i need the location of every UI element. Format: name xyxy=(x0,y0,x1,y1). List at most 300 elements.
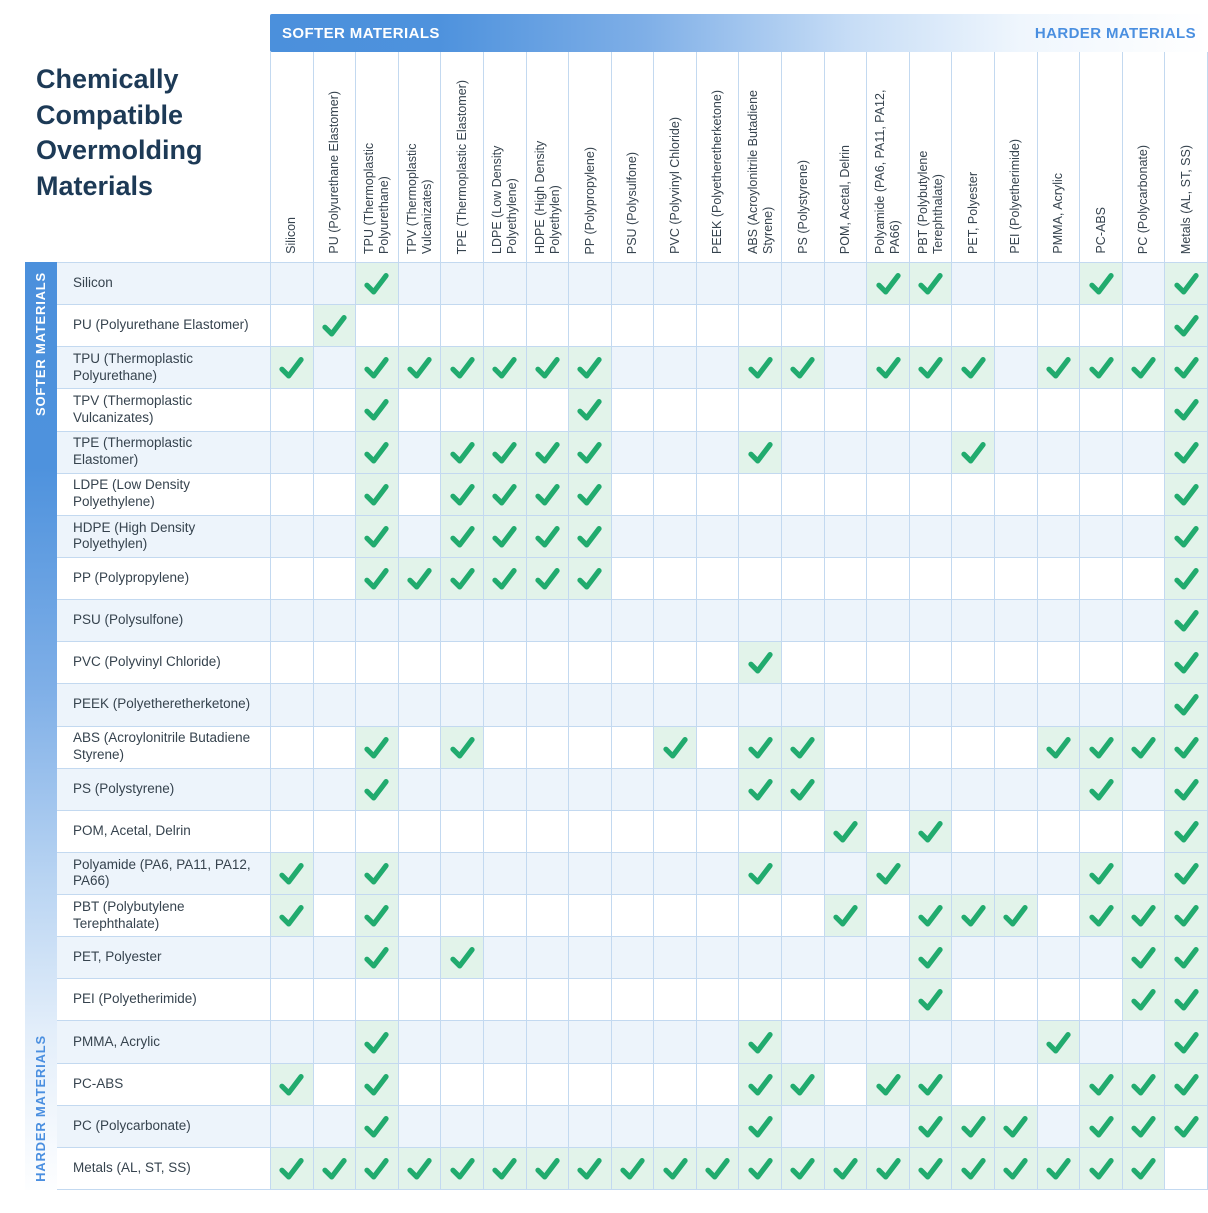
matrix-cell-checked xyxy=(527,432,570,474)
matrix-cell xyxy=(484,600,527,642)
matrix-cell xyxy=(995,474,1038,516)
matrix-cell-checked xyxy=(484,1148,527,1190)
matrix-cell-checked xyxy=(1165,895,1208,937)
column-header-label: PEI (Polyetherimide) xyxy=(1008,139,1023,254)
matrix-cell xyxy=(697,853,740,895)
matrix-cell-checked xyxy=(441,516,484,558)
column-header-label: PC (Polycarbonate) xyxy=(1136,144,1151,254)
matrix-cell xyxy=(271,642,314,684)
check-icon xyxy=(1173,734,1200,761)
matrix-cell xyxy=(1038,389,1081,431)
column-header xyxy=(441,52,484,262)
column-header-label: PU (Polyurethane Elastomer) xyxy=(327,91,341,254)
check-icon xyxy=(747,734,774,761)
matrix-cell xyxy=(782,1021,825,1063)
check-icon xyxy=(449,944,476,971)
matrix-cell xyxy=(697,305,740,347)
matrix-cell xyxy=(527,937,570,979)
matrix-cell-checked xyxy=(399,1148,442,1190)
matrix-cell xyxy=(1038,979,1081,1021)
matrix-cell xyxy=(399,432,442,474)
matrix-cell xyxy=(399,1064,442,1106)
matrix-cell xyxy=(825,727,868,769)
matrix-cell xyxy=(825,1064,868,1106)
matrix-cell-checked xyxy=(1165,684,1208,726)
check-icon xyxy=(491,523,518,550)
check-icon xyxy=(960,439,987,466)
matrix-cell xyxy=(825,937,868,979)
matrix-cell xyxy=(995,432,1038,474)
matrix-cell xyxy=(314,979,357,1021)
check-icon xyxy=(875,1155,902,1182)
matrix-cell xyxy=(782,474,825,516)
matrix-cell xyxy=(995,853,1038,895)
matrix-cell-checked xyxy=(910,895,953,937)
check-icon xyxy=(917,1155,944,1182)
matrix-cell-checked xyxy=(910,347,953,389)
check-icon xyxy=(363,354,390,381)
matrix-cell-checked xyxy=(356,853,399,895)
column-header xyxy=(612,52,655,262)
matrix-cell xyxy=(569,1064,612,1106)
check-icon xyxy=(1173,860,1200,887)
column-header xyxy=(356,52,399,262)
matrix-cell xyxy=(952,516,995,558)
column-header xyxy=(910,52,953,262)
row-label: TPV (Thermoplastic Vulcanizates) xyxy=(57,389,270,431)
check-icon xyxy=(1173,270,1200,297)
matrix-cell xyxy=(1080,937,1123,979)
matrix-cell xyxy=(1038,1106,1081,1148)
matrix-cell xyxy=(1038,853,1081,895)
matrix-cell-checked xyxy=(867,853,910,895)
matrix-cell xyxy=(697,1021,740,1063)
check-icon xyxy=(363,1071,390,1098)
matrix-cell-checked xyxy=(1165,727,1208,769)
matrix-cell xyxy=(612,727,655,769)
check-icon xyxy=(1088,902,1115,929)
row-label: PC-ABS xyxy=(57,1064,270,1106)
matrix-cell xyxy=(1080,684,1123,726)
matrix-cell xyxy=(867,727,910,769)
check-icon xyxy=(1088,860,1115,887)
matrix-cell xyxy=(1080,979,1123,1021)
check-icon xyxy=(363,1029,390,1056)
column-header xyxy=(484,52,527,262)
matrix-cell xyxy=(697,895,740,937)
matrix-cell-checked xyxy=(1038,1021,1081,1063)
matrix-cell xyxy=(441,600,484,642)
matrix-cell xyxy=(697,937,740,979)
check-icon xyxy=(747,1029,774,1056)
matrix-cell xyxy=(952,853,995,895)
matrix-cell-checked xyxy=(1165,769,1208,811)
matrix-cell xyxy=(441,389,484,431)
matrix-cell xyxy=(612,1064,655,1106)
matrix-cell xyxy=(314,1021,357,1063)
matrix-cell xyxy=(612,558,655,600)
matrix-cell xyxy=(739,895,782,937)
matrix-cell xyxy=(697,684,740,726)
matrix-cell-checked xyxy=(527,1148,570,1190)
matrix-cell xyxy=(739,979,782,1021)
matrix-cell xyxy=(441,642,484,684)
row-label: TPU (Thermoplastic Polyurethane) xyxy=(57,347,270,389)
matrix-cell xyxy=(399,853,442,895)
matrix-cell xyxy=(399,727,442,769)
matrix-cell-checked xyxy=(1038,1148,1081,1190)
matrix-cell xyxy=(271,389,314,431)
matrix-cell xyxy=(484,811,527,853)
check-icon xyxy=(1130,902,1157,929)
matrix-cell-checked xyxy=(1080,1148,1123,1190)
matrix-cell xyxy=(484,1106,527,1148)
matrix-cell-checked xyxy=(1123,1106,1166,1148)
matrix-cell xyxy=(314,895,357,937)
matrix-cell xyxy=(697,389,740,431)
check-icon xyxy=(534,523,561,550)
matrix-cell xyxy=(356,979,399,1021)
column-header-label: HDPE (High Density Polyethylen) xyxy=(532,140,562,254)
check-icon xyxy=(1173,481,1200,508)
matrix-cell xyxy=(654,432,697,474)
matrix-cell-checked xyxy=(995,1106,1038,1148)
matrix-cell xyxy=(952,263,995,305)
column-header xyxy=(1123,52,1166,262)
check-icon xyxy=(704,1155,731,1182)
matrix-cell xyxy=(910,516,953,558)
check-icon xyxy=(1130,1113,1157,1140)
check-icon xyxy=(406,354,433,381)
matrix-cell xyxy=(867,516,910,558)
matrix-cell xyxy=(952,305,995,347)
matrix-cell xyxy=(271,600,314,642)
check-icon xyxy=(1045,354,1072,381)
matrix-cell-checked xyxy=(952,1148,995,1190)
matrix-cell xyxy=(995,811,1038,853)
check-icon xyxy=(1002,1155,1029,1182)
matrix-cell xyxy=(739,263,782,305)
matrix-cell xyxy=(1038,474,1081,516)
check-icon xyxy=(278,354,305,381)
row-label: PEEK (Polyetheretherketone) xyxy=(57,684,270,726)
matrix-cell-checked xyxy=(1038,347,1081,389)
matrix-cell xyxy=(1080,811,1123,853)
check-icon xyxy=(662,734,689,761)
matrix-cell xyxy=(569,895,612,937)
row-label: PMMA, Acrylic xyxy=(57,1021,270,1063)
matrix-cell-checked xyxy=(1123,347,1166,389)
matrix-cell xyxy=(1080,389,1123,431)
matrix-cell xyxy=(995,769,1038,811)
matrix-cell-checked xyxy=(1080,1064,1123,1106)
matrix-cell-checked xyxy=(867,1148,910,1190)
matrix-cell-checked xyxy=(739,642,782,684)
matrix-cell xyxy=(399,895,442,937)
column-header-label: PSU (Polysulfone) xyxy=(625,151,640,254)
matrix-cell xyxy=(910,389,953,431)
matrix-cell xyxy=(527,1106,570,1148)
check-icon xyxy=(321,312,348,339)
column-header xyxy=(952,52,995,262)
check-icon xyxy=(491,354,518,381)
matrix-cell xyxy=(697,642,740,684)
matrix-cell xyxy=(697,263,740,305)
matrix-cell xyxy=(484,979,527,1021)
top-gradient-bar xyxy=(270,14,1208,52)
matrix-cell xyxy=(654,389,697,431)
matrix-cell xyxy=(995,558,1038,600)
matrix-cell xyxy=(1038,642,1081,684)
left-gradient-bar xyxy=(25,262,57,1190)
matrix-cell xyxy=(825,558,868,600)
check-icon xyxy=(1173,1071,1200,1098)
matrix-cell xyxy=(867,600,910,642)
matrix-cell-checked xyxy=(1123,1064,1166,1106)
check-icon xyxy=(619,1155,646,1182)
matrix-cell xyxy=(867,895,910,937)
check-icon xyxy=(747,354,774,381)
matrix-cell xyxy=(527,1021,570,1063)
matrix-cell xyxy=(697,600,740,642)
matrix-cell-checked xyxy=(1165,979,1208,1021)
matrix-cell xyxy=(441,895,484,937)
row-label: ABS (Acroylonitrile Butadiene Styrene) xyxy=(57,727,270,769)
matrix-cell-checked xyxy=(867,1064,910,1106)
matrix-cell xyxy=(825,1021,868,1063)
column-header-label: POM, Acetal, Delrin xyxy=(838,144,853,254)
matrix-cell-checked xyxy=(356,432,399,474)
column-headers xyxy=(270,52,1208,262)
matrix-cell xyxy=(314,642,357,684)
column-header-label: TPV (Thermoplastic Vulcanizates) xyxy=(404,143,434,254)
matrix-cell xyxy=(1038,432,1081,474)
matrix-cell xyxy=(910,305,953,347)
matrix-cell xyxy=(825,432,868,474)
check-icon xyxy=(789,1071,816,1098)
check-icon xyxy=(747,439,774,466)
check-icon xyxy=(321,1155,348,1182)
matrix-cell-checked xyxy=(356,1021,399,1063)
check-icon xyxy=(363,565,390,592)
matrix-cell-checked xyxy=(1038,727,1081,769)
check-icon xyxy=(491,439,518,466)
column-header-label: PVC (Polyvinyl Chloride) xyxy=(667,117,682,254)
matrix-cell xyxy=(1080,1021,1123,1063)
matrix-cell-checked xyxy=(569,432,612,474)
column-header xyxy=(271,52,314,262)
check-icon xyxy=(1088,734,1115,761)
check-icon xyxy=(1173,312,1200,339)
matrix-cell-checked xyxy=(356,558,399,600)
matrix-cell-checked xyxy=(825,811,868,853)
column-header-label: Silicon xyxy=(284,217,299,254)
matrix-cell xyxy=(867,642,910,684)
matrix-cell xyxy=(782,432,825,474)
check-icon xyxy=(1173,565,1200,592)
check-icon xyxy=(917,944,944,971)
matrix-cell xyxy=(399,600,442,642)
matrix-cell xyxy=(441,263,484,305)
row-label: HDPE (High Density Polyethylen) xyxy=(57,516,270,558)
matrix-cell-checked xyxy=(739,1064,782,1106)
matrix-cell xyxy=(782,895,825,937)
check-icon xyxy=(278,1155,305,1182)
row-label: TPE (Thermoplastic Elastomer) xyxy=(57,432,270,474)
check-icon xyxy=(747,1071,774,1098)
matrix-cell xyxy=(569,684,612,726)
row-label: PVC (Polyvinyl Chloride) xyxy=(57,642,270,684)
matrix-cell-checked xyxy=(739,347,782,389)
matrix-cell-checked xyxy=(1080,853,1123,895)
matrix-cell xyxy=(910,432,953,474)
matrix-cell xyxy=(399,1021,442,1063)
matrix-cell xyxy=(527,811,570,853)
matrix-cell xyxy=(782,558,825,600)
check-icon xyxy=(1045,1155,1072,1182)
matrix-cell-checked xyxy=(569,474,612,516)
matrix-cell xyxy=(1038,516,1081,558)
matrix-cell-checked xyxy=(1165,305,1208,347)
matrix-cell-checked xyxy=(1080,727,1123,769)
matrix-cell xyxy=(399,1106,442,1148)
matrix-cell xyxy=(910,684,953,726)
matrix-cell xyxy=(356,684,399,726)
matrix-cell xyxy=(995,263,1038,305)
matrix-cell xyxy=(952,558,995,600)
matrix-cell-checked xyxy=(1123,937,1166,979)
matrix-cell xyxy=(739,389,782,431)
matrix-cell-checked xyxy=(782,1148,825,1190)
matrix-cell xyxy=(654,558,697,600)
row-label: PET, Polyester xyxy=(57,937,270,979)
matrix-cell xyxy=(399,516,442,558)
check-icon xyxy=(363,860,390,887)
matrix-cell xyxy=(654,305,697,347)
matrix-cell xyxy=(441,979,484,1021)
matrix-cell xyxy=(1080,516,1123,558)
matrix-cell xyxy=(569,769,612,811)
matrix-cell-checked xyxy=(1165,347,1208,389)
check-icon xyxy=(960,354,987,381)
column-header-label: PC-ABS xyxy=(1093,207,1108,254)
matrix-cell xyxy=(782,684,825,726)
matrix-cell-checked xyxy=(1165,1021,1208,1063)
matrix-cell xyxy=(952,684,995,726)
matrix-cell-checked xyxy=(484,432,527,474)
matrix-cell xyxy=(1080,642,1123,684)
matrix-cell xyxy=(1038,769,1081,811)
matrix-grid xyxy=(270,262,1208,1190)
row-label: PU (Polyurethane Elastomer) xyxy=(57,305,270,347)
check-icon xyxy=(1045,1029,1072,1056)
matrix-cell-checked xyxy=(356,727,399,769)
check-icon xyxy=(576,439,603,466)
matrix-cell xyxy=(1038,600,1081,642)
check-icon xyxy=(449,1155,476,1182)
matrix-cell xyxy=(569,600,612,642)
matrix-cell xyxy=(314,853,357,895)
matrix-cell xyxy=(569,979,612,1021)
check-icon xyxy=(662,1155,689,1182)
matrix-cell xyxy=(654,642,697,684)
matrix-cell xyxy=(612,811,655,853)
matrix-cell xyxy=(356,305,399,347)
matrix-cell xyxy=(527,1064,570,1106)
matrix-cell xyxy=(739,937,782,979)
check-icon xyxy=(1002,902,1029,929)
matrix-cell xyxy=(399,684,442,726)
column-header xyxy=(825,52,868,262)
check-icon xyxy=(917,902,944,929)
matrix-cell-checked xyxy=(271,1148,314,1190)
check-icon xyxy=(363,734,390,761)
matrix-cell xyxy=(952,811,995,853)
matrix-cell xyxy=(612,1021,655,1063)
matrix-cell xyxy=(995,642,1038,684)
matrix-cell xyxy=(527,642,570,684)
matrix-cell xyxy=(782,853,825,895)
matrix-cell xyxy=(910,474,953,516)
matrix-cell xyxy=(612,895,655,937)
matrix-cell xyxy=(995,305,1038,347)
matrix-cell xyxy=(867,1021,910,1063)
matrix-cell xyxy=(739,600,782,642)
harder-materials-top-label: HARDER MATERIALS xyxy=(1034,24,1196,42)
matrix-cell-checked xyxy=(654,1148,697,1190)
check-icon xyxy=(278,860,305,887)
matrix-cell xyxy=(1123,853,1166,895)
check-icon xyxy=(747,1113,774,1140)
matrix-cell xyxy=(484,895,527,937)
matrix-cell xyxy=(527,684,570,726)
matrix-cell-checked xyxy=(399,558,442,600)
row-label: PSU (Polysulfone) xyxy=(57,600,270,642)
matrix-cell xyxy=(399,811,442,853)
matrix-cell xyxy=(995,516,1038,558)
check-icon xyxy=(278,1071,305,1098)
matrix-cell xyxy=(356,811,399,853)
check-icon xyxy=(747,649,774,676)
matrix-cell xyxy=(612,937,655,979)
matrix-cell xyxy=(952,1064,995,1106)
matrix-cell-checked xyxy=(654,727,697,769)
matrix-cell xyxy=(654,895,697,937)
check-icon xyxy=(278,902,305,929)
matrix-cell xyxy=(1080,474,1123,516)
matrix-cell xyxy=(654,853,697,895)
matrix-cell-checked xyxy=(782,769,825,811)
check-icon xyxy=(576,354,603,381)
row-label: PEI (Polyetherimide) xyxy=(57,979,270,1021)
matrix-cell xyxy=(314,389,357,431)
matrix-cell-checked xyxy=(356,347,399,389)
check-icon xyxy=(1173,439,1200,466)
check-icon xyxy=(534,439,561,466)
matrix-cell xyxy=(441,853,484,895)
matrix-cell xyxy=(995,684,1038,726)
check-icon xyxy=(534,1155,561,1182)
check-icon xyxy=(1002,1113,1029,1140)
check-icon xyxy=(449,734,476,761)
matrix-cell xyxy=(527,727,570,769)
matrix-cell xyxy=(825,769,868,811)
matrix-cell xyxy=(271,516,314,558)
matrix-cell-checked xyxy=(314,1148,357,1190)
matrix-cell-checked xyxy=(739,1021,782,1063)
matrix-cell-checked xyxy=(910,1064,953,1106)
matrix-cell xyxy=(995,937,1038,979)
